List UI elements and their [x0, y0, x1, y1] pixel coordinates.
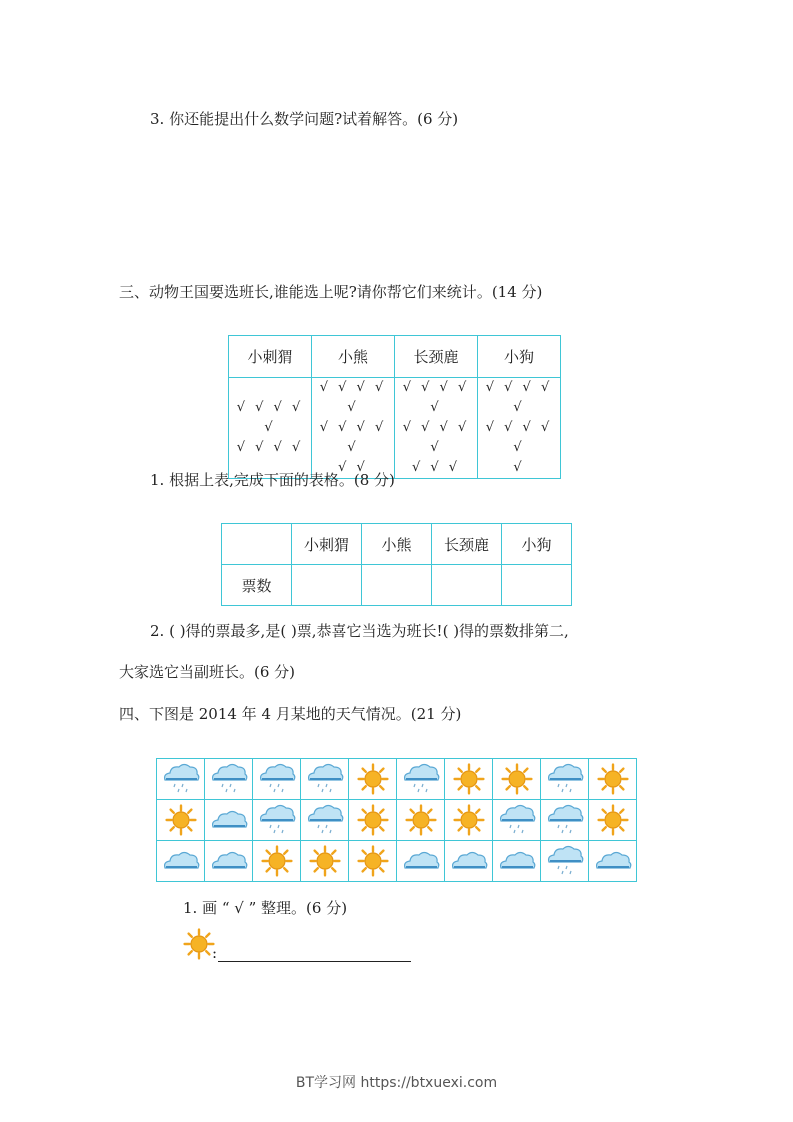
sun-icon: [349, 804, 396, 836]
sun-icon: [301, 845, 348, 877]
sun-icon: [589, 804, 636, 836]
rain-cloud-icon: [301, 804, 348, 836]
count-table: [221, 523, 572, 606]
count-table-corner: [222, 524, 292, 565]
rain-cloud-icon: [541, 845, 588, 877]
count-header-bear: 小熊: [362, 524, 432, 565]
cloud-icon: [493, 848, 540, 874]
rain-cloud-icon: [541, 763, 588, 795]
vote-marks-giraffe: √ √ √ √ √ √ √ √ √ √ √ √ √: [395, 378, 478, 479]
section-3-title: 三、动物王国要选班长,谁能选上呢?请你帮它们来统计。(14 分): [119, 283, 543, 301]
section-3-question-2-line-2: 大家选它当副班长。(6 分): [119, 663, 296, 681]
weather-cell: [349, 759, 397, 800]
weather-row: [157, 800, 637, 841]
sun-icon: [349, 845, 396, 877]
section-3-question-1: 1. 根据上表,完成下面的表格。(8 分): [150, 471, 395, 489]
vote-header-bear: 小熊: [312, 336, 395, 378]
weather-cell: [205, 759, 253, 800]
cloud-icon: [205, 848, 252, 874]
weather-cell: [397, 841, 445, 882]
page-footer: BT学习网 https://btxuexi.com: [295, 1075, 498, 1091]
weather-cell: [349, 800, 397, 841]
weather-cell: [301, 800, 349, 841]
sun-icon: [349, 763, 396, 795]
sun-icon: [589, 763, 636, 795]
count-header-dog: 小狗: [502, 524, 572, 565]
section-4-question-1: 1. 画 “ √ ” 整理。(6 分): [183, 899, 348, 917]
weather-cell: [589, 841, 637, 882]
cloud-icon: [205, 807, 252, 833]
weather-cell: [157, 841, 205, 882]
section-4-title: 四、下图是 2014 年 4 月某地的天气情况。(21 分): [119, 705, 462, 723]
rain-cloud-icon: [253, 763, 300, 795]
vote-header-dog: 小狗: [478, 336, 561, 378]
count-cell-hedgehog[interactable]: [292, 565, 362, 606]
sun-icon: [183, 928, 218, 962]
vote-table: [228, 335, 561, 479]
weather-cell: [253, 759, 301, 800]
sun-icon: [253, 845, 300, 877]
rain-cloud-icon: [253, 804, 300, 836]
weather-cell: [541, 759, 589, 800]
weather-cell: [301, 759, 349, 800]
sun-answer-colon: :: [212, 944, 218, 962]
section-3-question-2-line-1: 2. ( )得的票最多,是( )票,恭喜它当选为班长!( )得的票数排第二,: [150, 622, 569, 640]
vote-marks-dog: √ √ √ √ √ √ √ √ √ √ √: [478, 378, 561, 479]
weather-grid: [156, 758, 637, 882]
weather-cell: [397, 800, 445, 841]
weather-cell: [493, 759, 541, 800]
weather-cell: [493, 841, 541, 882]
sun-answer-line[interactable]: [218, 961, 411, 962]
sun-icon: [445, 763, 492, 795]
weather-cell: [493, 800, 541, 841]
weather-cell: [157, 800, 205, 841]
sun-icon: [493, 763, 540, 795]
weather-cell: [445, 841, 493, 882]
count-cell-giraffe[interactable]: [432, 565, 502, 606]
weather-cell: [445, 800, 493, 841]
count-header-hedgehog: 小刺猬: [292, 524, 362, 565]
sun-icon: [157, 804, 204, 836]
count-cell-dog[interactable]: [502, 565, 572, 606]
sun-icon: [445, 804, 492, 836]
vote-header-giraffe: 长颈鹿: [395, 336, 478, 378]
question-3: 3. 你还能提出什么数学问题?试着解答。(6 分): [150, 110, 459, 128]
weather-cell: [445, 759, 493, 800]
rain-cloud-icon: [157, 763, 204, 795]
rain-cloud-icon: [493, 804, 540, 836]
weather-cell: [541, 841, 589, 882]
sun-icon: [397, 804, 444, 836]
weather-cell: [205, 841, 253, 882]
weather-cell: [397, 759, 445, 800]
weather-cell: [205, 800, 253, 841]
weather-cell: [349, 841, 397, 882]
rain-cloud-icon: [541, 804, 588, 836]
cloud-icon: [445, 848, 492, 874]
weather-cell: [589, 759, 637, 800]
weather-cell: [541, 800, 589, 841]
weather-cell: [589, 800, 637, 841]
rain-cloud-icon: [301, 763, 348, 795]
weather-cell: [253, 841, 301, 882]
cloud-icon: [397, 848, 444, 874]
weather-row: [157, 759, 637, 800]
count-row-label: 票数: [222, 565, 292, 606]
vote-header-hedgehog: 小刺猬: [229, 336, 312, 378]
vote-marks-hedgehog: √ √ √ √ √ √ √ √ √: [229, 378, 312, 479]
cloud-icon: [589, 848, 636, 874]
vote-marks-bear: √ √ √ √ √ √ √ √ √ √ √ √: [312, 378, 395, 479]
weather-cell: [157, 759, 205, 800]
cloud-icon: [157, 848, 204, 874]
rain-cloud-icon: [397, 763, 444, 795]
weather-cell: [253, 800, 301, 841]
count-header-giraffe: 长颈鹿: [432, 524, 502, 565]
weather-cell: [301, 841, 349, 882]
rain-cloud-icon: [205, 763, 252, 795]
weather-row: [157, 841, 637, 882]
count-cell-bear[interactable]: [362, 565, 432, 606]
